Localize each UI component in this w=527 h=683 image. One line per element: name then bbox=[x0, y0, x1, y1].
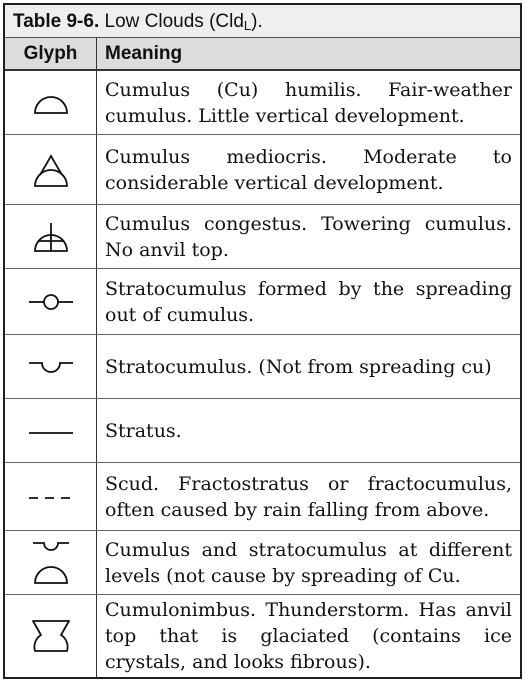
row-meaning: Stratocumulus. (Not from spreading cu) bbox=[105, 355, 492, 378]
cumulus-mediocris-icon bbox=[5, 135, 97, 204]
stratocumulus-spreading-icon bbox=[5, 269, 97, 334]
table-row bbox=[5, 531, 520, 595]
row-meaning: Stratus. bbox=[105, 419, 182, 442]
table-row bbox=[5, 135, 520, 205]
low-clouds-table bbox=[3, 3, 522, 679]
table-title-end: ). bbox=[251, 11, 263, 32]
table-row bbox=[5, 71, 520, 135]
table-row bbox=[5, 269, 520, 335]
table-row bbox=[5, 463, 520, 531]
table-row bbox=[5, 335, 520, 399]
row-meaning: Cumulonimbus. Thunderstorm. Has anvil top that is glaciated (contains ice crystals, and looks fibrous). bbox=[105, 599, 512, 673]
header-glyph: Glyph bbox=[5, 38, 97, 69]
row-meaning: Cumulus congestus. Towering cumulus. No anvil top. bbox=[105, 212, 512, 261]
row-meaning: Stratocumulus formed by the spreading out of cumulus. bbox=[105, 277, 512, 326]
row-meaning: Cumulus mediocris. Moderate to considerable vertical development. bbox=[105, 145, 512, 194]
table-header bbox=[5, 38, 520, 71]
table-caption bbox=[5, 5, 520, 38]
row-meaning: Cumulus and stratocumulus at different levels (not cause by spreading of Cu. bbox=[105, 538, 512, 587]
scud-icon bbox=[5, 463, 97, 530]
cumulonimbus-icon bbox=[5, 595, 97, 677]
table-row bbox=[5, 399, 520, 463]
stratus-icon bbox=[5, 399, 97, 462]
table-title: Low Clouds (Cld bbox=[104, 11, 244, 32]
table-label: Table 9-6. bbox=[13, 11, 100, 32]
header-meaning: Meaning bbox=[105, 43, 183, 64]
table-title-subscript: L bbox=[243, 18, 252, 33]
row-meaning: Scud. Fractostratus or fractocumulus, often caused by rain falling from above. bbox=[105, 472, 512, 521]
cumulus-congestus-icon bbox=[5, 205, 97, 268]
cumulus-humilis-icon bbox=[5, 71, 97, 134]
stratocumulus-icon bbox=[5, 335, 97, 398]
cumulus-and-stratocumulus-icon bbox=[5, 531, 97, 594]
row-meaning: Cumulus (Cu) humilis. Fair-weather cumulus. Little vertical development. bbox=[105, 78, 512, 127]
table-row bbox=[5, 595, 520, 677]
table-row bbox=[5, 205, 520, 269]
